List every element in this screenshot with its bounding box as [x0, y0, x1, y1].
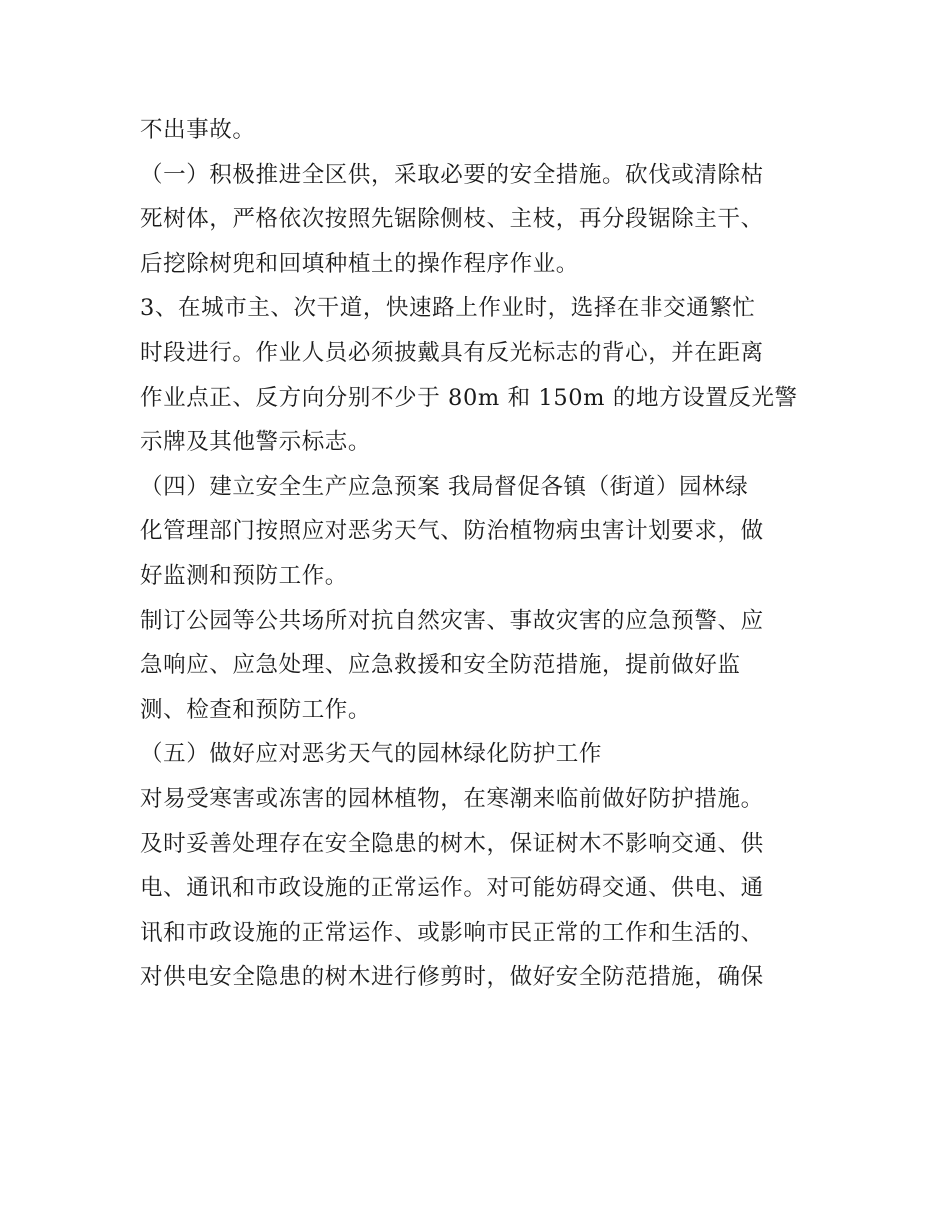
text-line: 及时妥善处理存在安全隐患的树木，保证树木不影响交通、供 — [140, 830, 764, 857]
text-line: 死树体，严格依次按照先锯除侧枝、主枝，再分段锯除主干、 — [140, 206, 764, 233]
text-line: 对易受寒害或冻害的园林植物，在寒潮来临前做好防护措施。 — [140, 785, 764, 812]
text-line: 后挖除树兜和回填种植土的操作程序作业。 — [140, 250, 579, 277]
text-line: 对供电安全隐患的树木进行修剪时，做好安全防范措施，确保 — [140, 964, 764, 991]
text-line: 不出事故。 — [140, 117, 256, 143]
text-line: 测、检查和预防工作。 — [140, 696, 372, 723]
text-line: 作业点正、反方向分别不少于 80m 和 150m 的地方设置反光警 — [140, 384, 798, 411]
text-line: 3、在城市主、次干道，快速路上作业时，选择在非交通繁忙 — [140, 295, 756, 322]
text-line: 时段进行。作业人员必须披戴具有反光标志的背心，并在距离 — [140, 339, 764, 366]
text-line: （一）积极推进全区供，采取必要的安全措施。砍伐或清除枯 — [140, 161, 764, 188]
text-line: （五）做好应对恶劣天气的园林绿化防护工作 — [140, 741, 603, 768]
text-line: （四）建立安全生产应急预案 我局督促各镇（街道）园林绿 — [140, 473, 749, 500]
text-line: 讯和市政设施的正常运作、或影响市民正常的工作和生活的、 — [140, 919, 764, 946]
text-line: 化管理部门按照应对恶劣天气、防治植物病虫害计划要求，做 — [140, 518, 764, 545]
text-line: 电、通讯和市政设施的正常运作。对可能妨碍交通、供电、通 — [140, 875, 764, 902]
text-line: 示牌及其他警示标志。 — [140, 429, 372, 456]
text-line: 急响应、应急处理、应急救援和安全防范措施，提前做好监 — [140, 652, 741, 679]
text-line: 好监测和预防工作。 — [140, 562, 348, 589]
body-text — [140, 108, 830, 1000]
text-line: 制订公园等公共场所对抗自然灾害、事故灾害的应急预警、应 — [140, 607, 764, 634]
